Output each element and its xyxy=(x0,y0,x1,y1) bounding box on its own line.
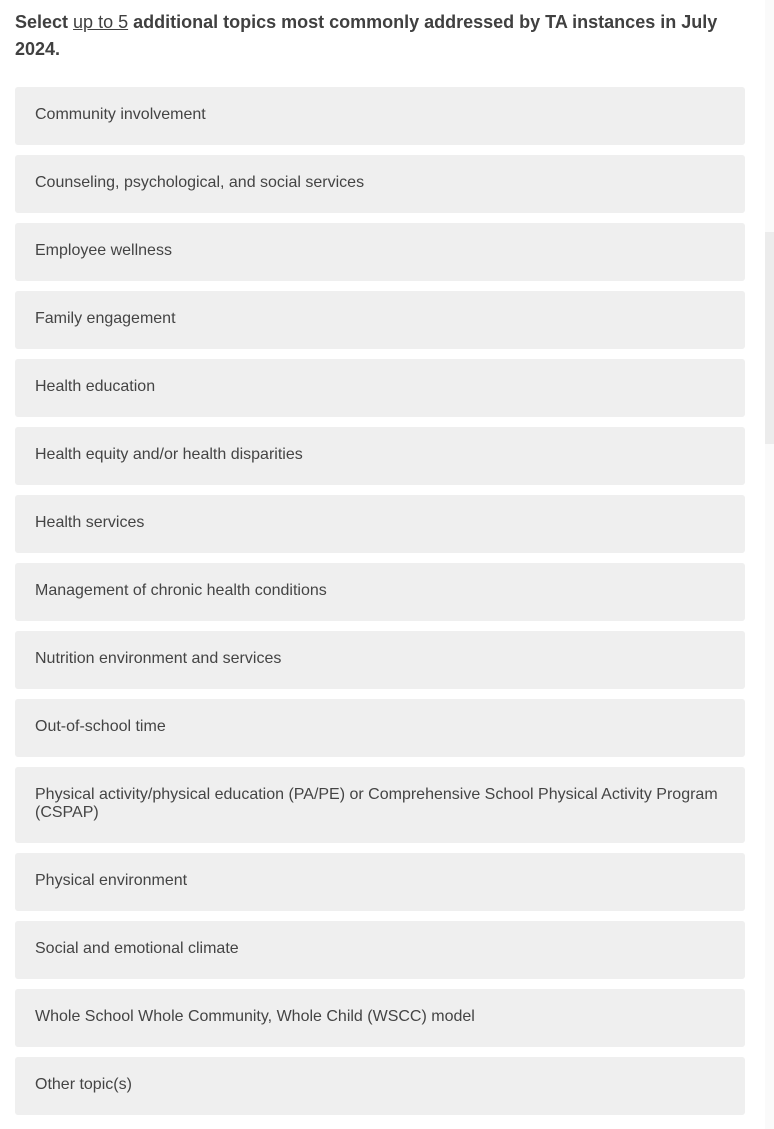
question-limit-emphasis: up to 5 xyxy=(73,12,129,32)
option-employee-wellness[interactable]: Employee wellness xyxy=(15,223,745,281)
option-health-equity[interactable]: Health equity and/or health disparities xyxy=(15,427,745,485)
option-social-emotional-climate[interactable]: Social and emotional climate xyxy=(15,921,745,979)
scrollbar-thumb[interactable] xyxy=(765,232,774,444)
option-health-education[interactable]: Health education xyxy=(15,359,745,417)
question-prefix: Select xyxy=(15,12,74,32)
option-physical-environment[interactable]: Physical environment xyxy=(15,853,745,911)
scrollbar-track[interactable] xyxy=(765,0,774,1129)
question-suffix: additional topics most commonly addressed by TA instances in July 2024. xyxy=(15,12,718,59)
option-wscc-model[interactable]: Whole School Whole Community, Whole Child (WSCC) model xyxy=(15,989,745,1047)
option-health-services[interactable]: Health services xyxy=(15,495,745,553)
option-family-engagement[interactable]: Family engagement xyxy=(15,291,745,349)
topic-options-list xyxy=(15,87,745,1125)
option-out-of-school-time[interactable]: Out-of-school time xyxy=(15,699,745,757)
question-text xyxy=(15,9,740,63)
option-nutrition-environment[interactable]: Nutrition environment and services xyxy=(15,631,745,689)
option-other-topics[interactable]: Other topic(s) xyxy=(15,1057,745,1115)
option-counseling-services[interactable]: Counseling, psychological, and social services xyxy=(15,155,745,213)
option-chronic-health-conditions[interactable]: Management of chronic health conditions xyxy=(15,563,745,621)
option-physical-activity-cspap[interactable]: Physical activity/physical education (PA/PE) or Comprehensive School Physical Activity Program (CSPAP) xyxy=(15,767,745,843)
option-community-involvement[interactable]: Community involvement xyxy=(15,87,745,145)
